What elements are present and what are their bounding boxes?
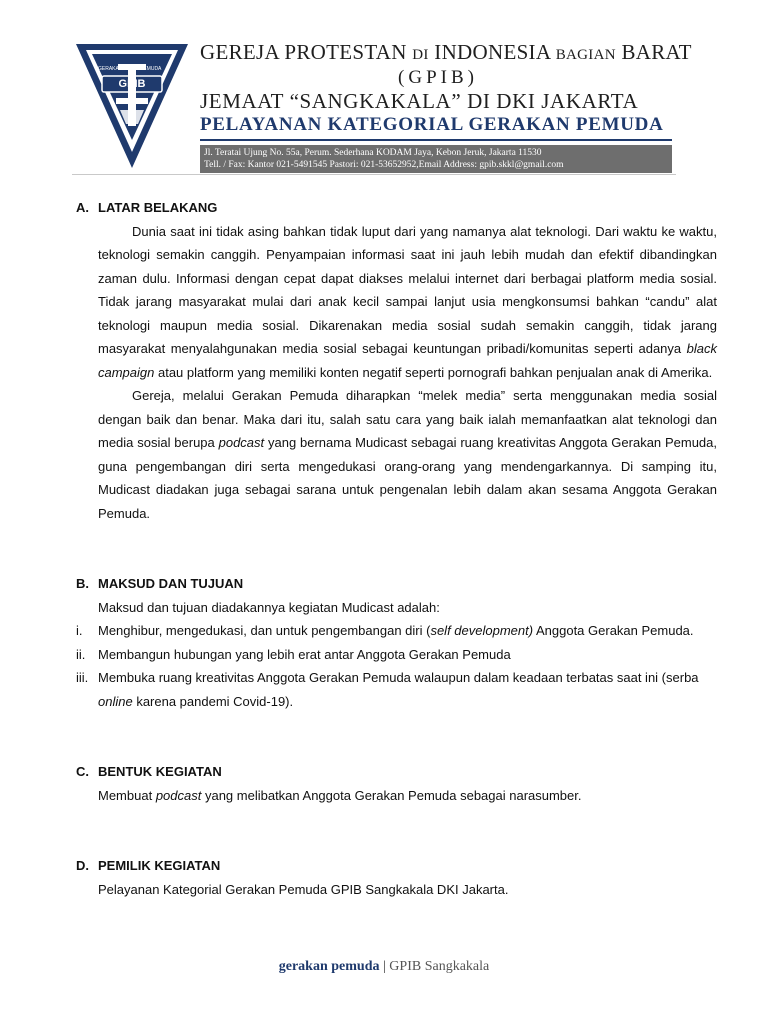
list-item xyxy=(76,619,717,643)
section-b-heading xyxy=(76,572,717,596)
section-title: LATAR BELAKANG xyxy=(98,200,218,215)
address-line-2: Tell. / Fax: Kantor 021-5491545 Pastori: 021-53652952,Email Address: gpib.skkl@gmail.com xyxy=(204,160,564,170)
letterhead-line-congregation: JEMAAT “SANGKAKALA” DI DKI JAKARTA xyxy=(200,89,639,113)
letterhead-divider xyxy=(72,174,676,175)
list-text: Membuka ruang kreativitas Anggota Gerakan Pemuda walaupun dalam keadaan terbatas saat ini (serba xyxy=(98,670,699,685)
church-name-part-b: DI xyxy=(412,47,429,63)
church-name-part-c: INDONESIA xyxy=(434,40,551,64)
section-a-heading xyxy=(76,196,717,220)
letterhead-line-church xyxy=(200,40,692,67)
list-text: karena pandemi Covid-19). xyxy=(132,693,294,709)
paragraph-text: yang bernama Mudicast sebagai ruang kreativitas Anggota Gerakan Pemuda, guna pengembangan diri serta mengedukasi orang-orang yang mendengarkannya. Di samping itu, Mudicast diadakan juga sebagai sarana untuk pengenalan lebih dalam akan sesama Anggota Gerakan Pemuda. xyxy=(98,435,718,521)
section-title: MAKSUD DAN TUJUAN xyxy=(98,576,244,591)
section-title: BENTUK KEGIATAN xyxy=(98,764,222,779)
letterhead-line-ministry: PELAYANAN KATEGORIAL GERAKAN PEMUDA xyxy=(200,114,664,135)
letterhead-rule xyxy=(200,139,672,141)
list-item xyxy=(76,666,717,713)
section-d-heading xyxy=(76,854,717,878)
gpib-logo xyxy=(72,40,192,172)
paragraph-italic-text: podcast xyxy=(218,435,265,450)
section-b-intro: Maksud dan tujuan diadakannya kegiatan Mudicast adalah: xyxy=(98,599,440,615)
paragraph-text: Gereja, melalui Gerakan Pemuda diharapkan “melek media” serta menggunakan media sosial dengan baik dan benar. Maka dari itu, salah satu cara yang baik ialah memanfaatkan alat teknologi dan media sosial berupa xyxy=(98,388,717,450)
logo-small-right-text: PEMUDA xyxy=(140,66,162,72)
section-d-text: Pelayanan Kategorial Gerakan Pemuda GPIB Sangkakala DKI Jakarta. xyxy=(98,881,509,897)
list-item-text xyxy=(98,619,717,643)
section-spacer xyxy=(76,525,717,572)
paragraph-text: atau platform yang memiliki konten negatif seperti pornografi bahkan penjualan anak di Amerika. xyxy=(154,364,713,380)
paragraph-italic-text: podcast xyxy=(155,787,202,803)
list-item-number: ii. xyxy=(76,646,86,662)
list-italic-text: online xyxy=(98,693,133,709)
footer-separator: | xyxy=(382,959,386,974)
paragraph-text: Dunia saat ini tidak asing bahkan tidak luput dari yang namanya alat teknologi. Dari waktu ke waktu, teknologi semakin canggih. Penyampaian informasi saat ini jauh lebih mudah dan efektif dibandingkan zaman dulu. Informasi dengan cepat dapat diakses melalui internet dari berbagai platform media sosial. Tidak jarang masyarakat mulai dari anak kecil sampai lanjut usia mengkonsumsi bahkan “candu” alat teknologi maupun media sosial. Dikarenakan media sosial sudah semakin canggih, tidak jarang masyarakat menyalahgunakan media sosial sebagai keuntungan pribadi/komunitas seperti adanya xyxy=(98,223,717,356)
section-letter: D. xyxy=(76,858,89,873)
logo-gpib-text: GPIB xyxy=(118,78,146,90)
section-title: PEMILIK KEGIATAN xyxy=(98,858,221,873)
footer-org: GPIB Sangkakala xyxy=(389,959,490,974)
letterhead xyxy=(72,40,692,172)
list-text: Anggota Gerakan Pemuda. xyxy=(533,623,694,638)
section-spacer xyxy=(76,713,717,760)
page-footer xyxy=(0,959,768,975)
document-body xyxy=(76,196,717,901)
list-italic-text: self development) xyxy=(430,623,534,638)
list-text: Membangun hubungan yang lebih erat antar Anggota Gerakan Pemuda xyxy=(98,646,511,662)
list-text: Menghibur, mengedukasi, dan untuk pengembangan diri ( xyxy=(98,623,431,638)
church-name-part-d: BAGIAN xyxy=(555,47,616,63)
church-name-part-e: BARAT xyxy=(621,40,692,64)
section-letter: C. xyxy=(76,764,89,779)
logo-small-left-text: GERAKAN xyxy=(98,66,123,72)
address-line-1: Jl. Teratai Ujung No. 55a, Perum. Sederhana KODAM Jaya, Kebon Jeruk, Jakarta 11530 xyxy=(204,148,542,158)
letterhead-line-abbrev: (GPIB) xyxy=(398,67,478,88)
section-letter: B. xyxy=(76,576,89,591)
gpib-logo-shield-icon xyxy=(72,40,192,172)
section-a-paragraph-1 xyxy=(98,220,717,385)
section-b-list xyxy=(76,619,717,713)
list-item-text xyxy=(98,666,717,713)
section-c-text xyxy=(98,784,717,808)
letterhead-text xyxy=(200,40,692,173)
list-item xyxy=(76,643,717,667)
list-item-text xyxy=(98,643,717,667)
section-c-heading xyxy=(76,760,717,784)
list-item-number: iii. xyxy=(76,670,89,685)
letterhead-address-bar xyxy=(200,145,672,173)
footer-brand: gerakan pemuda xyxy=(278,959,380,974)
section-letter: A. xyxy=(76,200,89,215)
section-a-paragraph-2 xyxy=(98,384,717,525)
paragraph-italic-text: black campaign xyxy=(98,341,717,380)
paragraph-text: yang melibatkan Anggota Gerakan Pemuda sebagai narasumber. xyxy=(201,787,582,803)
list-item-number: i. xyxy=(76,623,83,638)
church-name-part-a: GEREJA PROTESTAN xyxy=(200,40,407,64)
paragraph-text: Membuat xyxy=(98,787,156,803)
section-spacer xyxy=(76,807,717,854)
